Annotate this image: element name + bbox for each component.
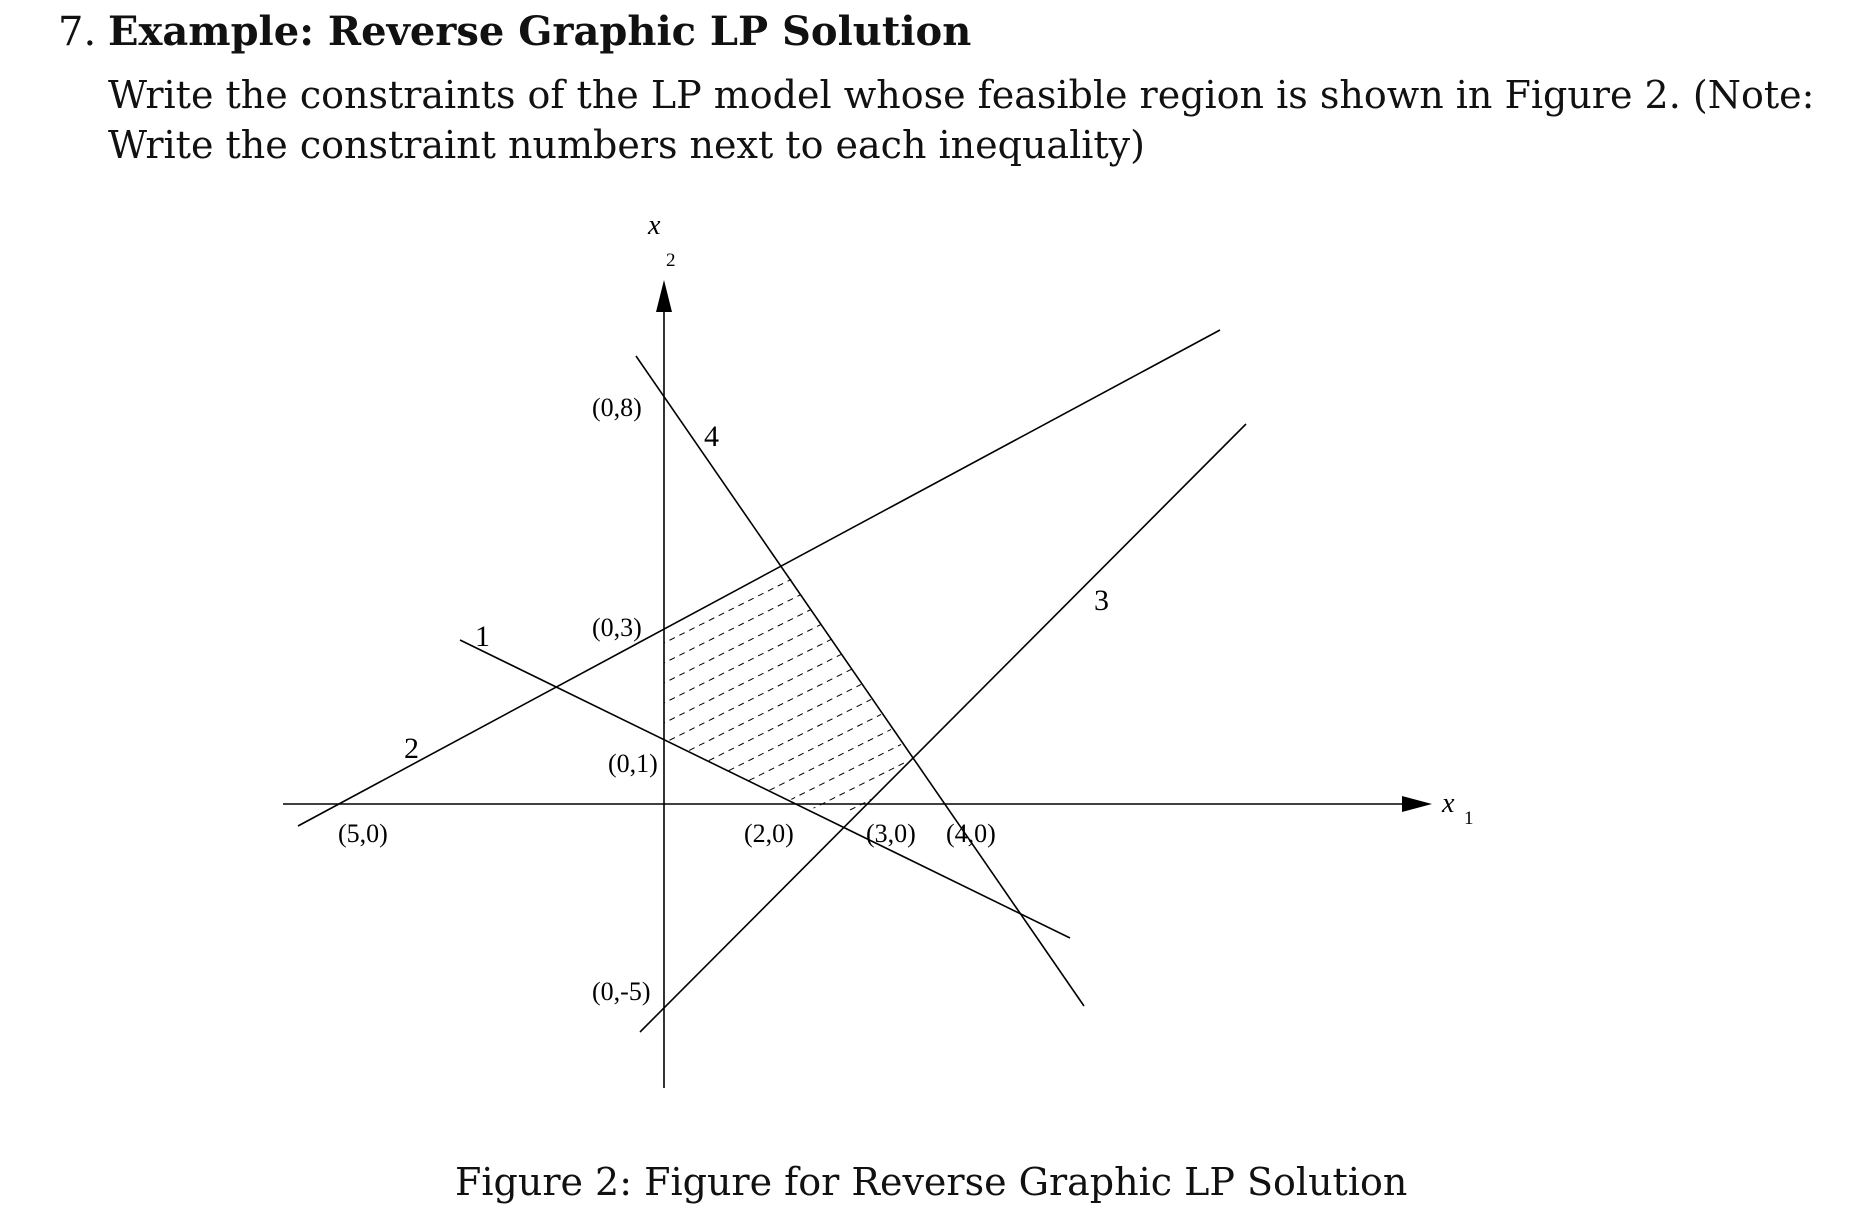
x1-axis-subscript: 1: [1464, 808, 1474, 829]
x2-axis-subscript: 2: [666, 250, 676, 271]
constraint-label-1: 1: [475, 620, 490, 653]
constraint-line-3: [640, 424, 1246, 1032]
point-label-4-0: (4,0): [946, 819, 996, 848]
x1-axis-arrowhead: [1402, 796, 1432, 812]
point-label-0-1: (0,1): [608, 749, 658, 778]
point-label-2-0: (2,0): [744, 819, 794, 848]
figure-caption: Figure 2: Figure for Reverse Graphic LP Solution: [455, 1160, 1408, 1204]
point-label-5-0: (5,0): [338, 819, 388, 848]
point-label-0-8: (0,8): [592, 393, 642, 422]
point-label-0-3: (0,3): [592, 613, 642, 642]
x2-axis-label: x: [648, 210, 661, 241]
point-label-3-0: (3,0): [866, 819, 916, 848]
constraint-label-4: 4: [704, 420, 719, 453]
question-number: 7.: [58, 9, 97, 55]
feasible-region-hatch: [640, 555, 940, 810]
question-body: Write the constraints of the LP model whose feasible region is shown in Figure 2. (Note: Write the constraint numbers next to each inequality): [108, 73, 1815, 167]
constraint-label-2: 2: [404, 732, 419, 765]
constraint-line-1: [460, 640, 1070, 938]
x1-axis-label: x: [1442, 788, 1455, 819]
constraint-line-2: [298, 330, 1220, 826]
point-label-0-neg5: (0,-5): [592, 977, 651, 1006]
constraint-label-3: 3: [1094, 584, 1109, 617]
axes: [283, 305, 1420, 1088]
constraint-line-4: [636, 356, 1084, 1006]
x2-axis-arrowhead: [656, 280, 672, 312]
question-title-text: Example: Reverse Graphic LP Solution: [108, 8, 972, 55]
